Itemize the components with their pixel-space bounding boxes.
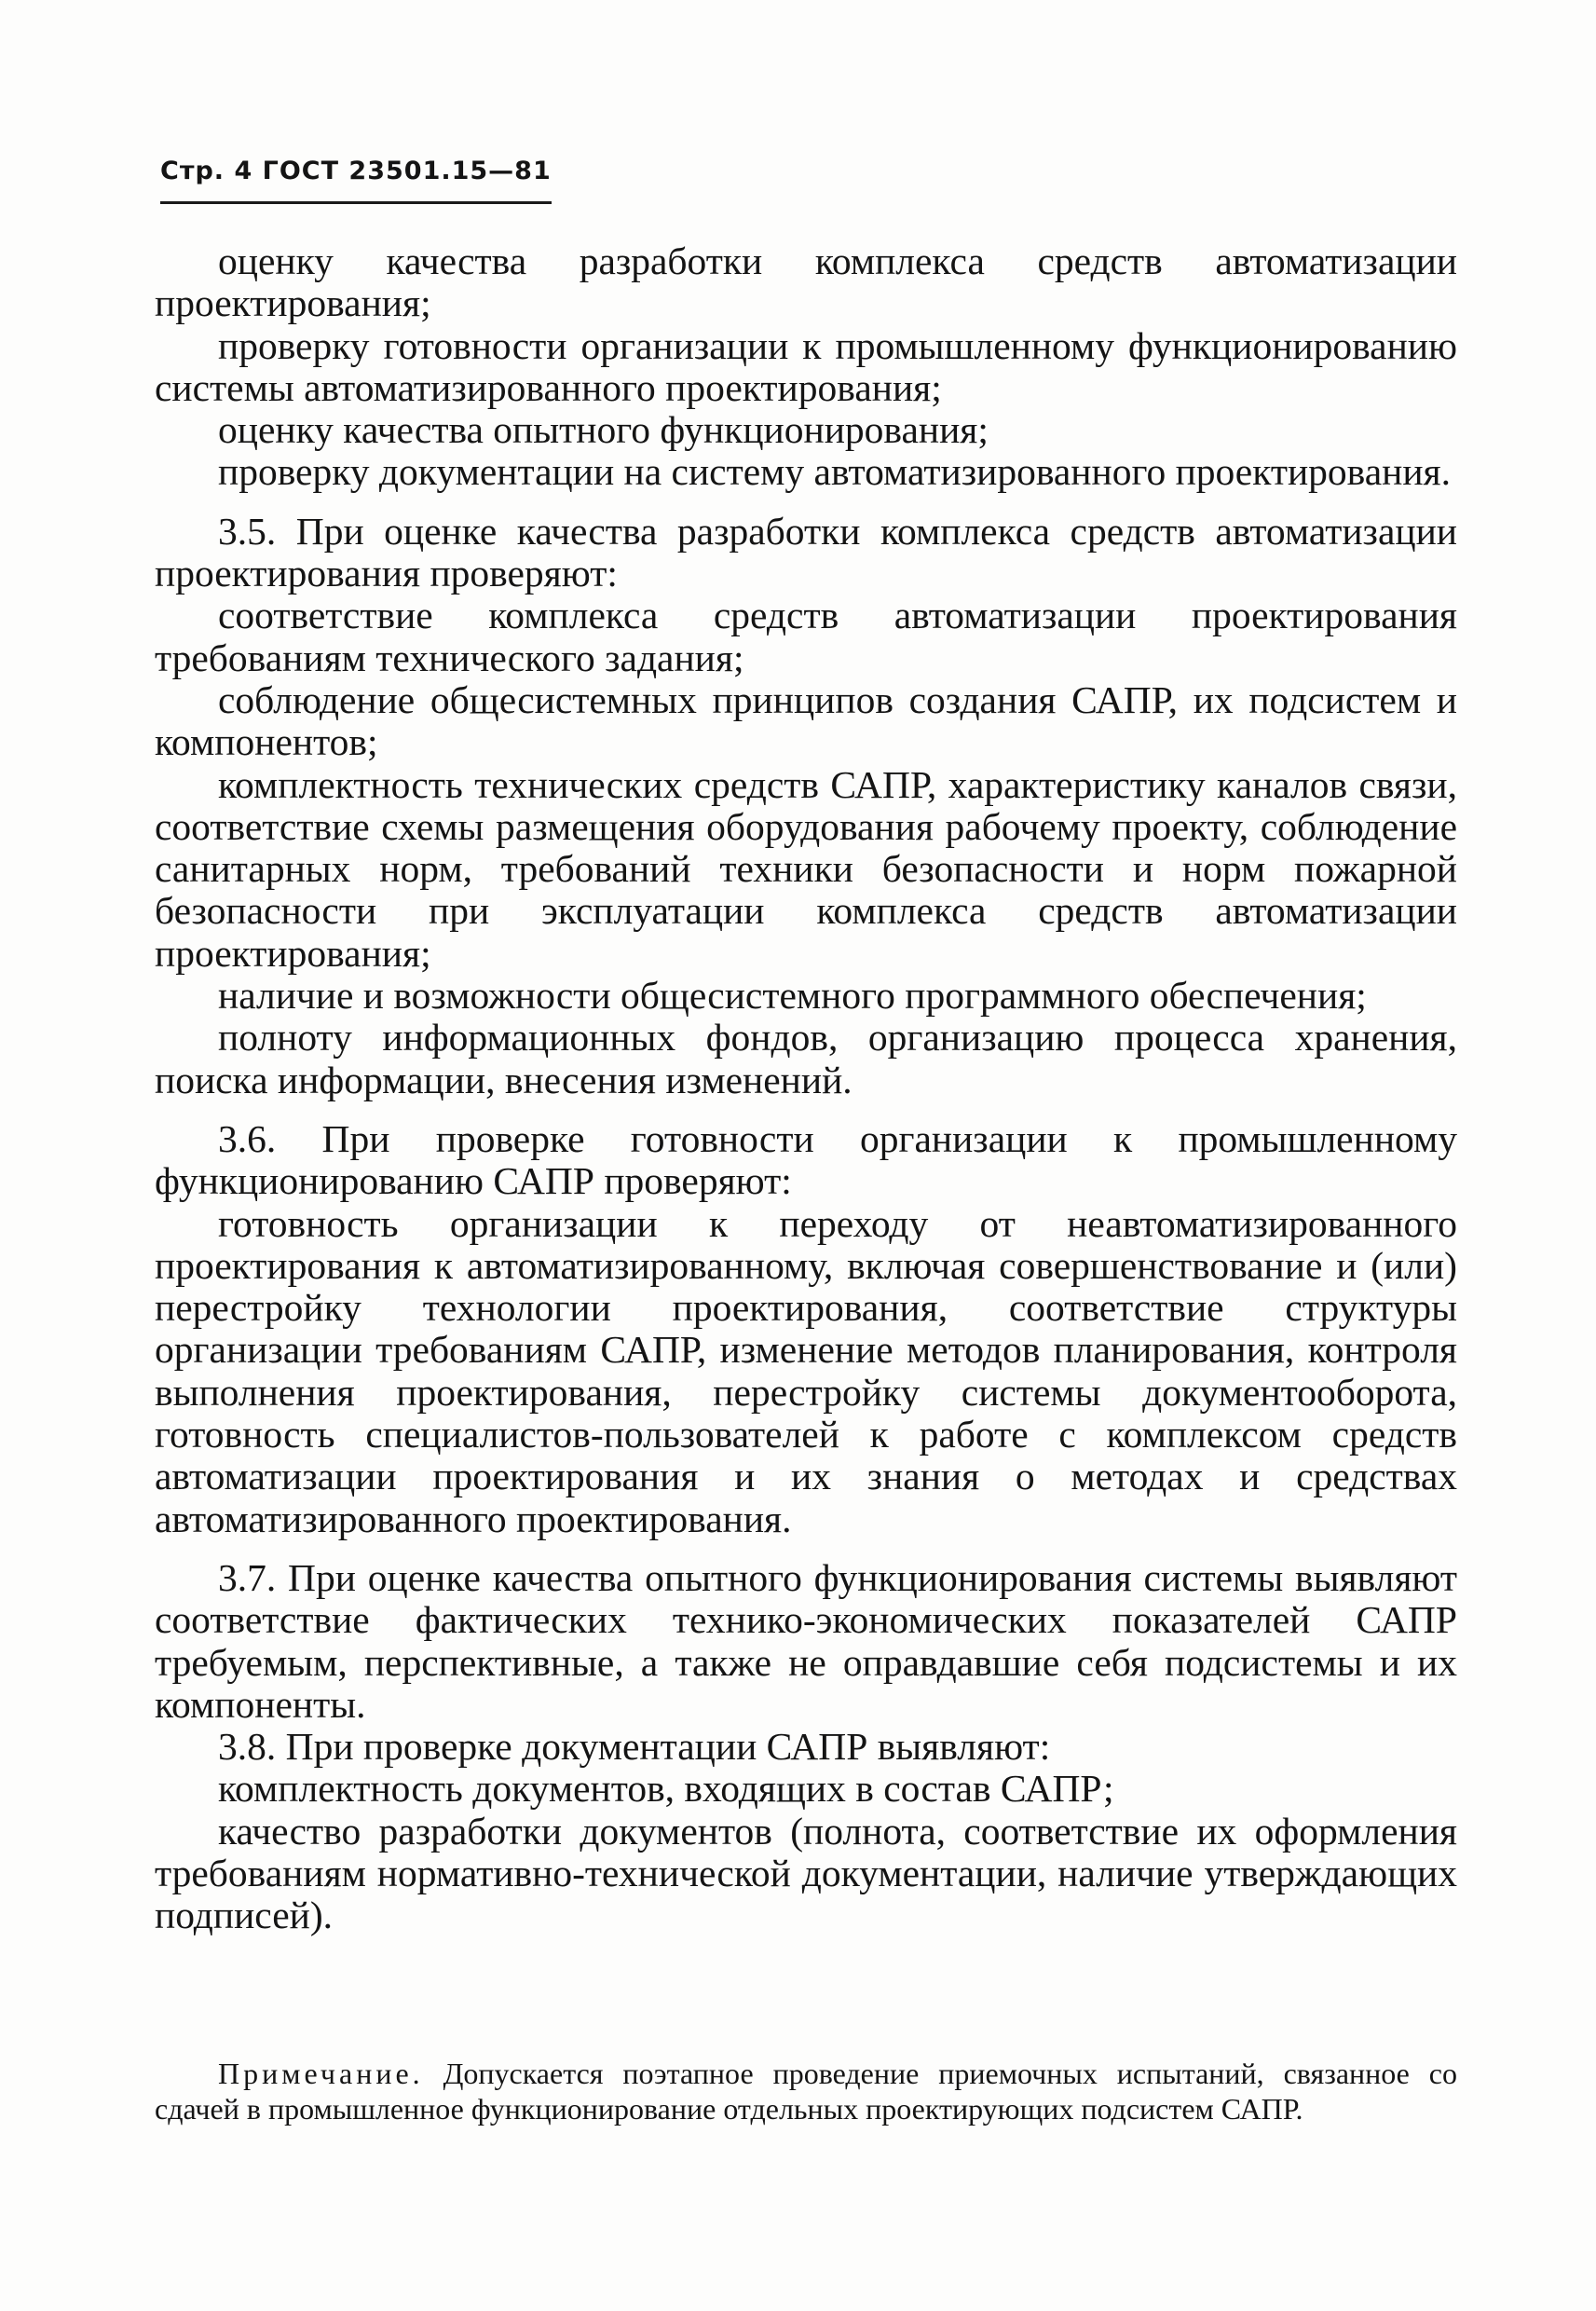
document-body [155, 240, 1457, 1937]
note-paragraph [155, 2056, 1457, 2126]
section-paragraph-3-7: 3.7. При оценке качества опытного функционирования системы выявляют соответствие фактических технико-экономических показателей САПР требуемым, перспективные, а также не оправдавшие себя подсистемы и их компоненты. [155, 1555, 1457, 1726]
note-block [155, 2056, 1457, 2126]
paragraph: готовность организации к переходу от неавтоматизированного проектирования к автоматизированному, включая совершенствование и (или) перестройку технологии проектирования, соответствие структуры организации требованиям САПР, изменение методов планирования, контроля выполнения проектирования, перестройку системы документооборота, готовность специалистов-пользователей к работе с комплексом средств автоматизации проектирования и их знания о методах и средствах автоматизированного проектирования. [155, 1201, 1457, 1540]
header-rule [160, 201, 552, 204]
paragraph: полноту информационных фондов, организацию процесса хранения, поиска информации, внесения изменений. [155, 1016, 1457, 1101]
paragraph: соблюдение общесистемных принципов создания САПР, их подсистем и компонентов; [155, 677, 1457, 764]
paragraph: комплектность технических средств САПР, характеристику каналов связи, соответствие схемы размещения оборудования рабочему проекту, соблюдение санитарных норм, требований техники безопасности и норм пожарной безопасности при эксплуатации комплекса средств автоматизации проектирования; [155, 762, 1457, 975]
note-label: Примечание. [218, 2057, 424, 2090]
paragraph: оценку качества разработки комплекса средств автоматизации проектирования; [155, 239, 1457, 325]
note-text: Допускается поэтапное проведение приемочных испытаний, связанное со сдачей в промышленное функционирование отдельных проектирующих подсистем САПР. [155, 2057, 1458, 2126]
section-paragraph-3-5: 3.5. При оценке качества разработки комплекса средств автоматизации проектирования проверяют: [155, 509, 1457, 595]
paragraph: наличие и возможности общесистемного программного обеспечения; [218, 974, 1367, 1018]
page-header: Стр. 4 ГОСТ 23501.15—81 [160, 157, 552, 185]
paragraph: соответствие комплекса средств автоматизации проектирования требованиям технического задания; [155, 594, 1457, 679]
paragraph: проверку документации на систему автоматизированного проектирования. [218, 450, 1452, 494]
section-paragraph-3-8: 3.8. При проверке документации САПР выявляют: [218, 1725, 1051, 1769]
paragraph: оценку качества опытного функционирования; [218, 408, 989, 452]
paragraph: качество разработки документов (полнота, соответствие их оформления требованиям нормативно-технической документации, наличие утверждающих подписей). [155, 1809, 1457, 1937]
section-paragraph-3-6: 3.6. При проверке готовности организации к промышленному функционированию САПР проверяют: [155, 1116, 1457, 1203]
paragraph: комплектность документов, входящих в состав САПР; [218, 1767, 1114, 1811]
paragraph: проверку готовности организации к промышленному функционированию системы автоматизированного проектирования; [155, 323, 1457, 409]
